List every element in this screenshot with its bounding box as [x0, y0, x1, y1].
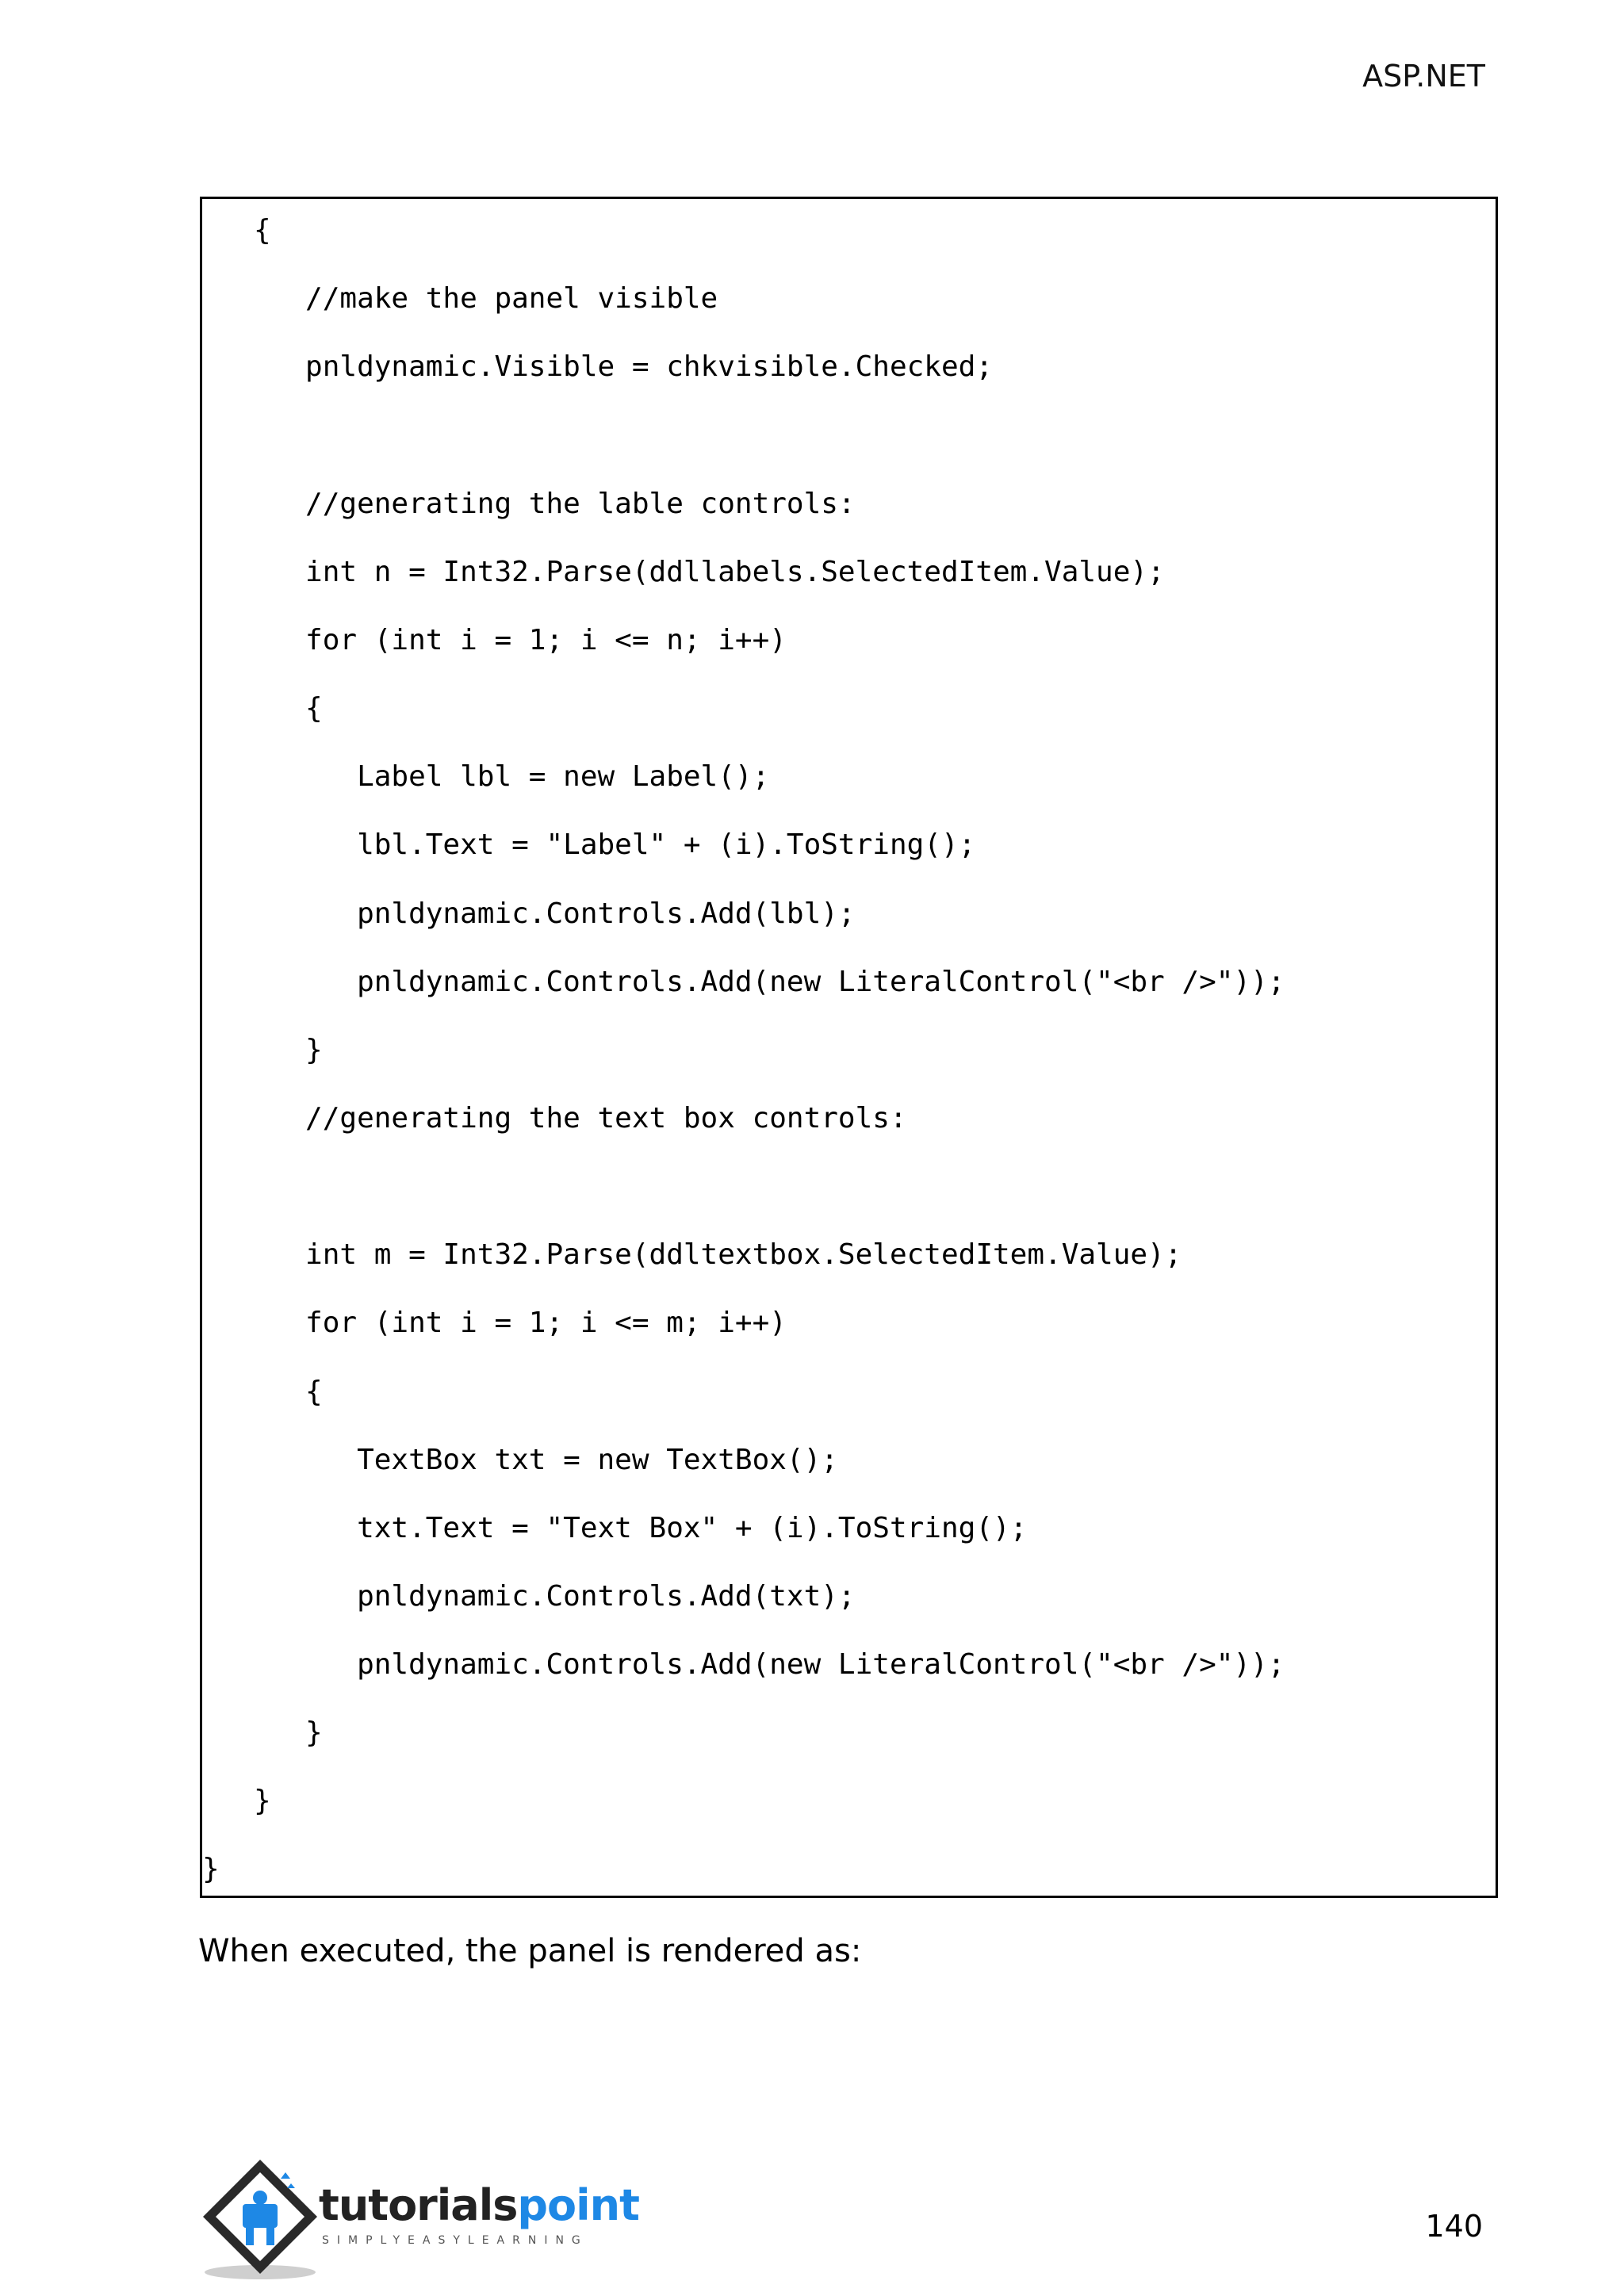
page-header-title: ASP.NET — [1362, 59, 1485, 94]
code-line-10: lbl.Text = "Label" + (i).ToString(); — [202, 828, 976, 861]
code-line-18: { — [202, 1376, 323, 1408]
body-caption: When executed, the panel is rendered as: — [198, 1933, 862, 1969]
code-line-12: pnldynamic.Controls.Add(new LiteralControl("<br />")); — [202, 966, 1285, 998]
code-line-20: txt.Text = "Text Box" + (i).ToString(); — [202, 1512, 1028, 1544]
code-block — [200, 197, 1498, 1898]
code-line-13: } — [202, 1034, 323, 1066]
code-line-9: Label lbl = new Label(); — [202, 760, 770, 793]
code-line-24: } — [202, 1785, 271, 1817]
code-line-6: int n = Int32.Parse(ddllabels.SelectedItem.Value); — [202, 556, 1165, 588]
code-line-25: } — [202, 1853, 220, 1885]
code-line-16: int m = Int32.Parse(ddltextbox.SelectedItem.Value); — [202, 1238, 1182, 1271]
code-line-5: //generating the lable controls: — [202, 488, 856, 520]
code-line-17: for (int i = 1; i <= m; i++) — [202, 1307, 787, 1339]
tutorialspoint-logo — [198, 2155, 639, 2282]
code-line-7: for (int i = 1; i <= n; i++) — [202, 624, 787, 656]
page-number: 140 — [1425, 2209, 1483, 2244]
code-line-19: TextBox txt = new TextBox(); — [202, 1444, 838, 1476]
logo-tagline: SIMPLYEASYLEARNING — [322, 2234, 588, 2247]
code-line-3: pnldynamic.Visible = chkvisible.Checked; — [202, 350, 993, 383]
code-line-22: pnldynamic.Controls.Add(new LiteralControl("<br />")); — [202, 1648, 1285, 1681]
logo-word-tutorials: tutorials — [319, 2180, 518, 2230]
code-line-23: } — [202, 1716, 323, 1749]
logo-diamond-icon — [198, 2155, 325, 2282]
code-line-8: { — [202, 692, 323, 725]
logo-word-point: point — [517, 2180, 639, 2230]
code-line-14: //generating the text box controls: — [202, 1102, 907, 1135]
code-line-21: pnldynamic.Controls.Add(txt); — [202, 1580, 856, 1613]
code-line-2: //make the panel visible — [202, 282, 718, 315]
logo-wordmark — [319, 2180, 639, 2230]
code-line-11: pnldynamic.Controls.Add(lbl); — [202, 897, 856, 930]
code-line-1: { — [202, 214, 271, 247]
